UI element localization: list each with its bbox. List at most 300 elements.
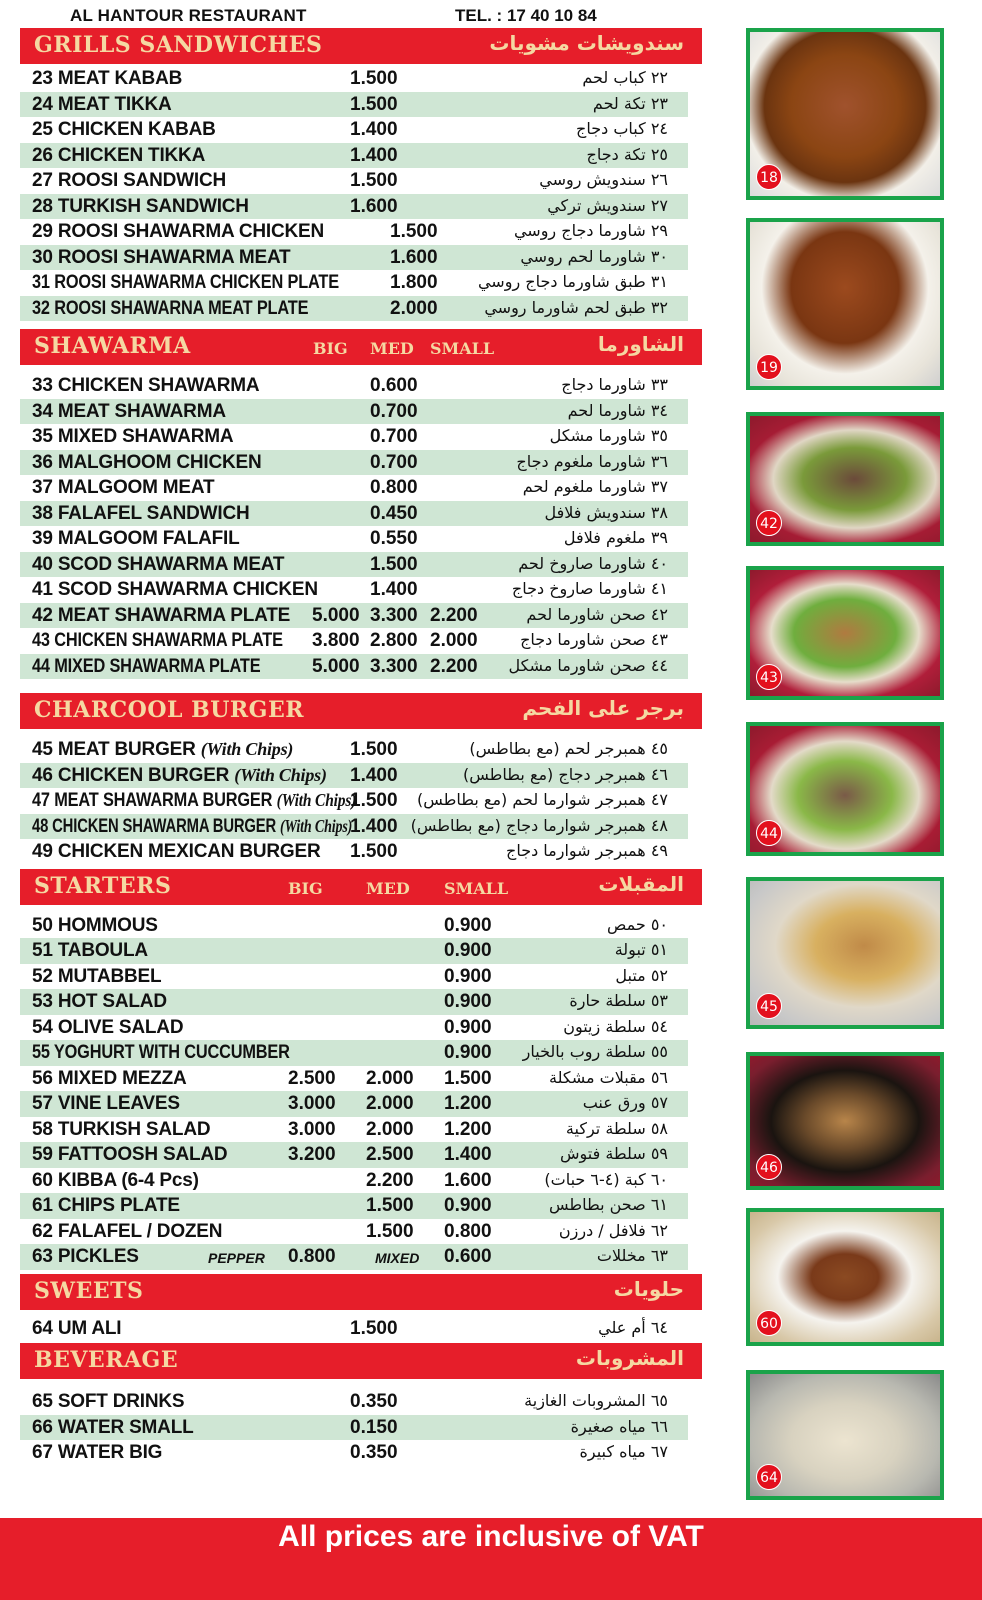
item-name-en (32, 765, 327, 787)
item-name-ar: ٤٣ صحن شاورما دجاج (520, 630, 668, 649)
menu-item-row (20, 1415, 688, 1441)
item-name-text: 60 KIBBA (6-4 Pcs) (32, 1169, 199, 1191)
item-name-ar: ٣٩ ملغوم فلافل (563, 528, 668, 547)
item-price-small: 1.200 (444, 1118, 492, 1140)
item-name-ar: ٦٣ مخللات (596, 1246, 668, 1265)
item-name-en (32, 528, 240, 550)
menu-item-row (20, 526, 688, 552)
food-photo (746, 877, 944, 1029)
section-title-en: STARTERS (34, 872, 172, 899)
item-price: 1.500 (350, 739, 398, 760)
section-title-en: CHARCOOL BURGER (34, 697, 305, 723)
menu-item-row (20, 373, 688, 399)
item-name-ar: ٥٢ متبل (615, 965, 668, 985)
item-name-ar: ٦٥ المشروبات الغازية (524, 1391, 668, 1410)
item-name-text: 29 ROOSI SHAWARMA CHICKEN (32, 221, 324, 242)
item-name-ar: ٥٤ سلطة زيتون (563, 1016, 668, 1036)
item-name-en (32, 1442, 162, 1464)
item-name-text: 26 CHICKEN TIKKA (32, 144, 206, 166)
menu-item-row (20, 475, 688, 501)
item-name-ar: ٤١ شاورما صاروخ دجاج (511, 579, 668, 598)
item-price-small: 2.000 (430, 630, 478, 651)
menu-item-row (20, 763, 688, 789)
item-name-en (32, 1318, 121, 1340)
menu-item-row (20, 168, 688, 194)
item-name-text: 50 HOMMOUS (32, 914, 158, 936)
item-name-en (32, 1144, 227, 1166)
item-name-en (32, 739, 293, 761)
item-price: 2.000 (390, 297, 438, 319)
item-name-ar: ٣٠ شاورما لحم روسي (520, 246, 668, 266)
item-number-badge: 18 (756, 164, 782, 190)
pepper-label: PEPPER (208, 1250, 265, 1266)
section-title-ar: حلويات (613, 1276, 684, 1301)
menu-item-row (20, 737, 688, 763)
item-name-en (32, 841, 320, 863)
item-name-en (32, 1195, 180, 1217)
item-price: 1.500 (350, 68, 398, 89)
section-shawarma (20, 365, 702, 679)
item-price-small: 0.900 (444, 1016, 492, 1038)
section-header-burger (20, 693, 702, 729)
item-price: 0.350 (350, 1391, 398, 1412)
item-name-en (32, 579, 318, 601)
item-name-ar: ٦٤ أم علي (598, 1317, 668, 1337)
item-name-text: 25 CHICKEN KABAB (32, 119, 216, 140)
item-price-med: 3.300 (370, 655, 418, 677)
item-name-ar: ٥٣ سلطة حارة (569, 991, 668, 1010)
item-number-badge: 46 (756, 1154, 782, 1180)
item-name-ar: ٦٢ فلافل / درزن (558, 1220, 668, 1240)
item-price: 0.600 (370, 375, 418, 396)
item-name-en (32, 1119, 210, 1141)
item-name-en (32, 915, 158, 937)
item-name-text: 58 TURKISH SALAD (32, 1118, 211, 1140)
col-small-label: SMALL (430, 339, 495, 358)
item-name-en (32, 401, 226, 423)
item-name-en (32, 247, 290, 269)
menu-item-row (20, 964, 688, 990)
section-title-en: SWEETS (34, 1277, 144, 1304)
menu-item-row (20, 989, 688, 1015)
menu-item-row (20, 270, 688, 296)
food-photo (746, 722, 944, 856)
menu-item-row (20, 1316, 688, 1342)
item-price: 1.500 (350, 1317, 398, 1339)
item-price: 1.500 (350, 170, 398, 191)
section-title-ar: الشاورما (597, 332, 684, 356)
item-name-text: 61 CHIPS PLATE (32, 1195, 180, 1216)
menu-item-row (20, 219, 688, 245)
item-name-text: 67 WATER BIG (32, 1442, 163, 1463)
item-price: 1.500 (350, 841, 398, 862)
item-name-en (32, 966, 161, 988)
menu-item-row (20, 92, 688, 118)
item-name-text: 55 YOGHURT WITH CUCCUMBER (32, 1042, 290, 1063)
item-name-en (32, 1417, 194, 1439)
menu-item-row (20, 628, 688, 654)
menu-item-row (20, 913, 688, 939)
item-name-ar: ٣٦ شاورما ملغوم دجاج (516, 451, 668, 471)
menu-item-row (20, 296, 688, 322)
food-photo (746, 1370, 944, 1500)
section-starters (20, 905, 702, 1270)
item-name-en (32, 119, 216, 141)
section-header-beverage (20, 1343, 702, 1379)
item-name-text: 57 VINE LEAVES (32, 1093, 180, 1114)
item-name-en (32, 94, 172, 116)
item-name-text: 44 MIXED SHAWARMA PLATE (32, 655, 261, 677)
item-name-text: 66 WATER SMALL (32, 1416, 194, 1438)
item-name-ar: ٥٧ ورق عنب (582, 1093, 668, 1112)
item-name-ar: ٥٩ سلطة فتوش (559, 1144, 668, 1163)
menu-list (20, 28, 702, 1466)
menu-item-row (20, 1015, 688, 1041)
section-beverage (20, 1379, 702, 1466)
item-name-text: 51 TABOULA (32, 940, 148, 961)
item-price: 0.350 (350, 1442, 398, 1463)
item-name-text: 43 CHICKEN SHAWARMA PLATE (32, 630, 283, 651)
item-price-med: 2.500 (366, 1144, 414, 1165)
item-note: (With Chips) (276, 790, 357, 810)
item-name-text: 36 MALGHOOM CHICKEN (32, 451, 262, 473)
item-number-badge: 60 (756, 1310, 782, 1336)
item-price-small: 0.600 (444, 1246, 492, 1267)
section-header-sweets (20, 1274, 702, 1310)
menu-item-row (20, 1244, 688, 1270)
menu-item-row (20, 788, 688, 814)
item-name-en (32, 298, 308, 320)
menu-item-row (20, 1117, 688, 1143)
item-name-ar: ٤٦ همبرجر دجاج (مع بطاطس) (463, 764, 668, 784)
item-name-text: 54 OLIVE SALAD (32, 1016, 184, 1038)
menu-item-row (20, 938, 688, 964)
menu-item-row (20, 424, 688, 450)
menu-item-row (20, 450, 688, 476)
item-price: 1.400 (350, 144, 398, 166)
item-name-text: 64 UM ALI (32, 1317, 122, 1339)
item-price: 1.500 (350, 790, 398, 811)
section-grills (20, 64, 702, 321)
item-number-badge: 42 (756, 510, 782, 536)
item-price-small: 0.900 (444, 991, 492, 1012)
item-name-text: 49 CHICKEN MEXICAN BURGER (32, 841, 321, 862)
item-name-en (32, 145, 205, 167)
item-price: 0.450 (370, 502, 418, 524)
item-number-badge: 19 (756, 354, 782, 380)
item-name-text: 37 MALGOOM MEAT (32, 477, 215, 498)
item-name-en (32, 1246, 139, 1268)
item-name-en (32, 790, 356, 812)
item-name-ar: ٣٧ شاورما ملغوم لحم (522, 477, 668, 496)
item-price-med: 2.000 (366, 1093, 414, 1114)
item-name-en (32, 196, 249, 218)
item-name-ar: ٦١ صحن بطاطس (548, 1195, 668, 1214)
item-price-small: 0.900 (444, 940, 492, 961)
section-sweets (20, 1310, 702, 1342)
item-price: 0.700 (370, 426, 418, 447)
food-photo (746, 1208, 944, 1346)
item-name-text: 63 PICKLES (32, 1246, 139, 1267)
menu-item-row (20, 117, 688, 143)
item-name-ar: ٣٢ طبق لحم شاورما روسي (484, 297, 668, 317)
item-name-text: 35 MIXED SHAWARMA (32, 426, 234, 447)
item-price-med: 2.200 (366, 1169, 414, 1191)
item-name-ar: ٤٥ همبرجر لحم (مع بطاطس) (469, 739, 668, 758)
item-name-ar: ٣٥ شاورما مشكل (549, 426, 668, 445)
item-name-ar: ٦٧ مياه كبيرة (579, 1442, 668, 1461)
item-name-text: 46 CHICKEN BURGER (32, 764, 230, 786)
item-name-text: 24 MEAT TIKKA (32, 93, 172, 115)
item-price: 1.600 (390, 246, 438, 268)
section-title-ar: سندويشات مشويات (489, 31, 684, 55)
item-name-en (32, 1093, 180, 1115)
item-name-text: 42 MEAT SHAWARMA PLATE (32, 604, 291, 626)
item-name-ar: ٥٥ سلطة روب بالخيار (522, 1042, 668, 1061)
section-title-en: BEVERAGE (34, 1347, 179, 1373)
item-name-ar: ٥٠ حمص (606, 914, 668, 934)
item-price: 1.600 (350, 195, 398, 217)
col-med-label: MED (366, 878, 410, 898)
item-price-small: 0.900 (444, 1195, 492, 1216)
item-name-text: 41 SCOD SHAWARMA CHICKEN (32, 579, 318, 600)
mixed-label: MIXED (375, 1250, 420, 1266)
item-price-med: 3.300 (370, 604, 418, 626)
item-price: 0.700 (370, 451, 418, 473)
item-name-en (32, 554, 284, 576)
item-name-text: 31 ROOSI SHAWARMA CHICKEN PLATE (32, 272, 339, 293)
item-name-ar: ٢٣ تكة لحم (592, 93, 668, 113)
item-price: 1.400 (350, 815, 398, 837)
item-name-text: 28 TURKISH SANDWICH (32, 195, 249, 217)
item-name-text: 39 MALGOOM FALAFIL (32, 528, 240, 549)
item-name-ar: ٢٧ سندويش تركي (547, 195, 668, 215)
col-big-label: BIG (288, 878, 323, 898)
item-name-text: 47 MEAT SHAWARMA BURGER (32, 790, 273, 811)
item-price-big: 5.000 (312, 604, 360, 626)
item-name-ar: ٣٨ سندويش فلافل (544, 502, 668, 522)
food-photo (746, 566, 944, 700)
item-name-ar: ٢٢ كباب لحم (582, 68, 668, 87)
item-price-big: 3.200 (288, 1144, 336, 1165)
item-name-ar: ٤٩ همبرجر شوارما دجاج (505, 841, 668, 860)
item-price-small: 0.800 (444, 1220, 492, 1242)
item-name-en (32, 503, 250, 525)
item-price: 1.500 (370, 553, 418, 575)
section-title-ar: المقبلات (598, 871, 684, 896)
item-name-ar: ٤٠ شاورما صاروخ لحم (518, 553, 668, 573)
item-price-small: 2.200 (430, 604, 478, 626)
item-price-big: 3.000 (288, 1118, 336, 1140)
menu-item-row (20, 603, 688, 629)
section-header-starters (20, 869, 702, 905)
item-price: 0.700 (370, 400, 418, 422)
item-name-en (32, 1017, 183, 1039)
vat-notice: All prices are inclusive of VAT (278, 1520, 704, 1553)
item-name-ar: ٤٧ همبرجر شوارما لحم (مع بطاطس) (417, 790, 668, 809)
item-name-text: 38 FALAFEL SANDWICH (32, 502, 250, 524)
item-name-en (32, 940, 148, 962)
item-name-en (32, 452, 262, 474)
item-name-ar: ٤٢ صحن شاورما لحم (526, 604, 668, 624)
item-name-ar: ٦٠ كبة (٤-٦ حبات) (544, 1169, 668, 1189)
item-number-badge: 43 (756, 664, 782, 690)
menu-item-row (20, 1193, 688, 1219)
item-price-small: 0.900 (444, 965, 492, 987)
item-price: 1.400 (350, 119, 398, 140)
item-name-text: 23 MEAT KABAB (32, 68, 183, 89)
menu-item-row (20, 194, 688, 220)
menu-item-row (20, 1091, 688, 1117)
section-burger (20, 729, 702, 865)
item-price-small: 1.400 (444, 1144, 492, 1165)
food-photo (746, 28, 944, 200)
item-name-ar: ٢٩ شاورما دجاج روسي (513, 221, 668, 240)
item-name-en (32, 272, 339, 294)
section-title-en: SHAWARMA (34, 333, 191, 359)
item-price-med: 2.000 (366, 1067, 414, 1089)
item-name-text: 62 FALAFEL / DOZEN (32, 1220, 223, 1242)
item-price: 1.500 (390, 221, 438, 242)
menu-item-row (20, 1440, 688, 1466)
item-name-text: 65 SOFT DRINKS (32, 1391, 185, 1412)
item-name-en (32, 426, 233, 448)
menu-item-row (20, 1219, 688, 1245)
item-name-en (32, 1391, 184, 1413)
menu-item-row (20, 66, 688, 92)
item-price: 0.150 (350, 1416, 398, 1438)
section-title-ar: المشروبات (575, 1346, 684, 1370)
telephone: TEL. : 17 40 10 84 (455, 6, 597, 25)
item-name-ar: ٤٨ همبرجر شوارما دجاج (مع بطاطس) (410, 815, 668, 835)
item-name-text: 34 MEAT SHAWARMA (32, 400, 226, 422)
item-price-med: 2.000 (366, 1118, 414, 1140)
menu-item-row (20, 501, 688, 527)
item-name-en (32, 68, 182, 90)
item-name-text: 30 ROOSI SHAWARMA MEAT (32, 246, 291, 268)
section-title-en: GRILLS SANDWICHES (34, 32, 323, 58)
food-photo (746, 412, 944, 546)
menu-item-row (20, 814, 688, 840)
menu-item-row (20, 552, 688, 578)
restaurant-name: AL HANTOUR RESTAURANT (70, 6, 307, 25)
item-name-ar: ٦٦ مياه صغيرة (570, 1416, 668, 1436)
item-name-ar: ٥٦ مقبلات مشكلة (548, 1067, 668, 1087)
menu-item-row (20, 1142, 688, 1168)
restaurant-header (0, 4, 700, 26)
item-price-small: 0.900 (444, 1042, 492, 1063)
item-name-text: 27 ROOSI SANDWICH (32, 170, 227, 191)
item-price-small: 1.600 (444, 1169, 492, 1191)
item-number-badge: 44 (756, 820, 782, 846)
section-title-ar: برجر على الفحم (522, 696, 684, 720)
item-name-en (32, 170, 226, 192)
menu-item-row (20, 654, 688, 680)
item-name-text: 59 FATTOOSH SALAD (32, 1144, 228, 1165)
item-price-small: 2.200 (430, 655, 478, 677)
item-price-med: 1.500 (366, 1195, 414, 1216)
item-name-text: 52 MUTABBEL (32, 965, 162, 987)
item-name-text: 40 SCOD SHAWARMA MEAT (32, 553, 285, 575)
menu-item-row (20, 1040, 688, 1066)
food-photo (746, 218, 944, 390)
item-name-en (32, 656, 260, 678)
item-price: 0.800 (370, 477, 418, 498)
item-name-ar: ٢٥ تكة دجاج (586, 144, 668, 164)
item-price-small: 1.500 (444, 1067, 492, 1089)
menu-item-row (20, 245, 688, 271)
item-price-big: 3.000 (288, 1093, 336, 1114)
item-name-en (32, 605, 290, 627)
item-price: 0.550 (370, 528, 418, 549)
menu-item-row (20, 1168, 688, 1194)
item-price-big: 5.000 (312, 655, 360, 677)
menu-item-row (20, 1389, 688, 1415)
item-name-en (32, 221, 324, 243)
item-price-big: 3.800 (312, 630, 360, 651)
item-name-text: 32 ROOSI SHAWARNA MEAT PLATE (32, 297, 309, 319)
col-big-label: BIG (313, 339, 348, 358)
item-name-en (32, 1170, 199, 1192)
item-price-small: 0.900 (444, 914, 492, 936)
item-name-ar: ٣١ طبق شاورما دجاج روسي (477, 272, 668, 291)
item-name-text: 45 MEAT BURGER (32, 739, 196, 760)
item-name-text: 48 CHICKEN SHAWARMA BURGER (32, 815, 277, 837)
menu-item-row (20, 839, 688, 865)
item-price: 1.400 (350, 764, 398, 786)
item-name-ar: ٣٤ شاورما لحم (567, 400, 668, 420)
item-price-big: 2.500 (288, 1067, 336, 1089)
item-price: 1.800 (390, 272, 438, 293)
col-small-label: SMALL (444, 878, 509, 898)
item-name-ar: ٥١ تبولة (614, 940, 668, 959)
item-name-text: 53 HOT SALAD (32, 991, 167, 1012)
item-note: (With Chips) (234, 764, 327, 785)
item-price-big: 0.800 (288, 1246, 336, 1267)
item-name-ar: ٤٤ صحن شاورما مشكل (508, 655, 668, 675)
item-name-ar: ٣٣ شاورما دجاج (561, 375, 668, 394)
item-price-med: 1.500 (366, 1220, 414, 1242)
item-name-text: 56 MIXED MEZZA (32, 1067, 187, 1089)
item-name-en (32, 477, 214, 499)
col-med-label: MED (370, 339, 414, 358)
item-name-en (32, 991, 167, 1013)
section-header-grills (20, 28, 702, 64)
item-name-ar: ٢٦ سندويش روسي (539, 170, 668, 189)
item-name-en (32, 1042, 290, 1064)
item-name-en (32, 630, 283, 652)
menu-item-row (20, 577, 688, 603)
item-number-badge: 45 (756, 993, 782, 1019)
menu-item-row (20, 143, 688, 169)
item-name-ar: ٢٤ كباب دجاج (576, 119, 668, 138)
item-name-en (32, 1068, 187, 1090)
item-name-en (32, 375, 259, 397)
item-price: 1.400 (370, 579, 418, 600)
item-note: (With Chips) (200, 739, 294, 759)
item-price: 1.500 (350, 93, 398, 115)
vat-footer (0, 1518, 982, 1600)
item-number-badge: 64 (756, 1464, 782, 1490)
item-name-en (32, 816, 352, 838)
item-price-small: 1.200 (444, 1093, 492, 1114)
item-name-text: 33 CHICKEN SHAWARMA (32, 375, 260, 396)
item-price-med: 2.800 (370, 630, 418, 651)
item-note: (With Chips) (280, 815, 353, 836)
item-name-en (32, 1221, 222, 1243)
section-header-shawarma (20, 329, 702, 365)
food-photo (746, 1052, 944, 1190)
